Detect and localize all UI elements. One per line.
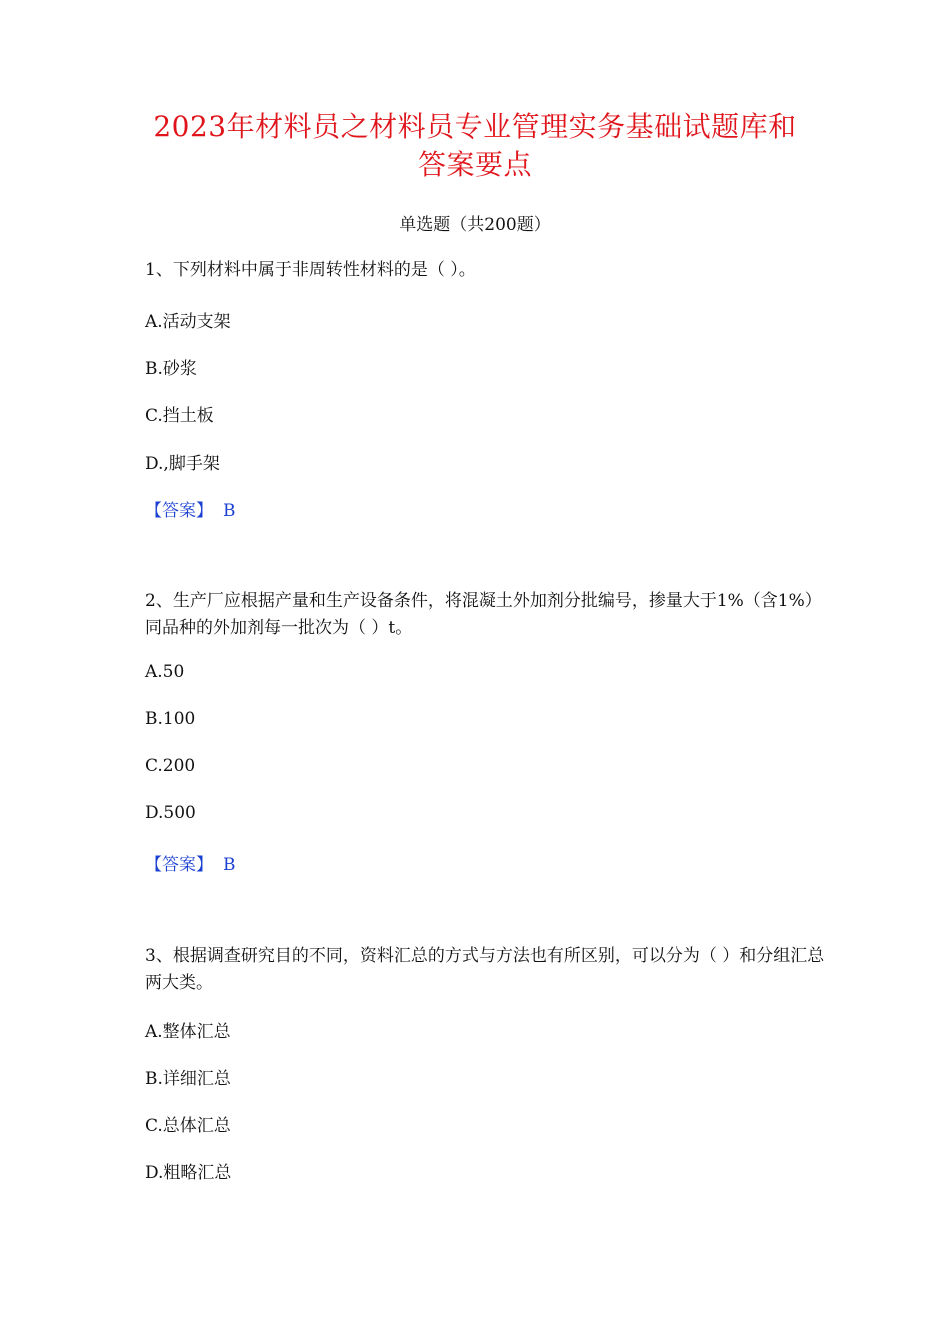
document-title: [120, 108, 830, 184]
question-2-option-c: C.200: [145, 756, 196, 776]
question-1-option-b: B.砂浆: [145, 359, 197, 379]
question-1-option-c: C.挡土板: [145, 406, 214, 426]
answer-label: 【答案】: [145, 855, 213, 875]
answer-label: 【答案】: [145, 501, 213, 521]
question-3-option-d: D.粗略汇总: [145, 1163, 232, 1183]
answer-value: B: [223, 855, 236, 875]
question-1-option-d: D.,脚手架: [145, 454, 220, 474]
question-2-option-b: B.100: [145, 709, 196, 729]
title-line-1: 2023年材料员之材料员专业管理实务基础试题库和: [153, 110, 797, 143]
question-3-option-c: C.总体汇总: [145, 1116, 231, 1136]
question-2-answer: [145, 850, 236, 875]
question-3-stem: 3、根据调查研究目的不同，资料汇总的方式与方法也有所区别，可以分为（ ）和分组汇总两大类。: [145, 946, 825, 993]
question-1-answer: [145, 496, 236, 521]
title-line-2: 答案要点: [417, 148, 532, 181]
question-3-option-a: A.整体汇总: [145, 1022, 231, 1042]
question-1-stem: 1、下列材料中属于非周转性材料的是（ ）。: [145, 260, 476, 280]
answer-value: B: [223, 501, 236, 521]
section-heading: 单选题（共200题）: [399, 215, 551, 235]
question-2-stem: 2、生产厂应根据产量和生产设备条件，将混凝土外加剂分批编号，掺量大于1%（含1%）同品种的外加剂每一批次为（ ）t。: [145, 591, 822, 638]
question-2-option-a: A.50: [145, 662, 185, 682]
question-2-option-d: D.500: [145, 803, 196, 823]
question-1-option-a: A.活动支架: [145, 312, 231, 332]
question-3-option-b: B.详细汇总: [145, 1069, 231, 1089]
